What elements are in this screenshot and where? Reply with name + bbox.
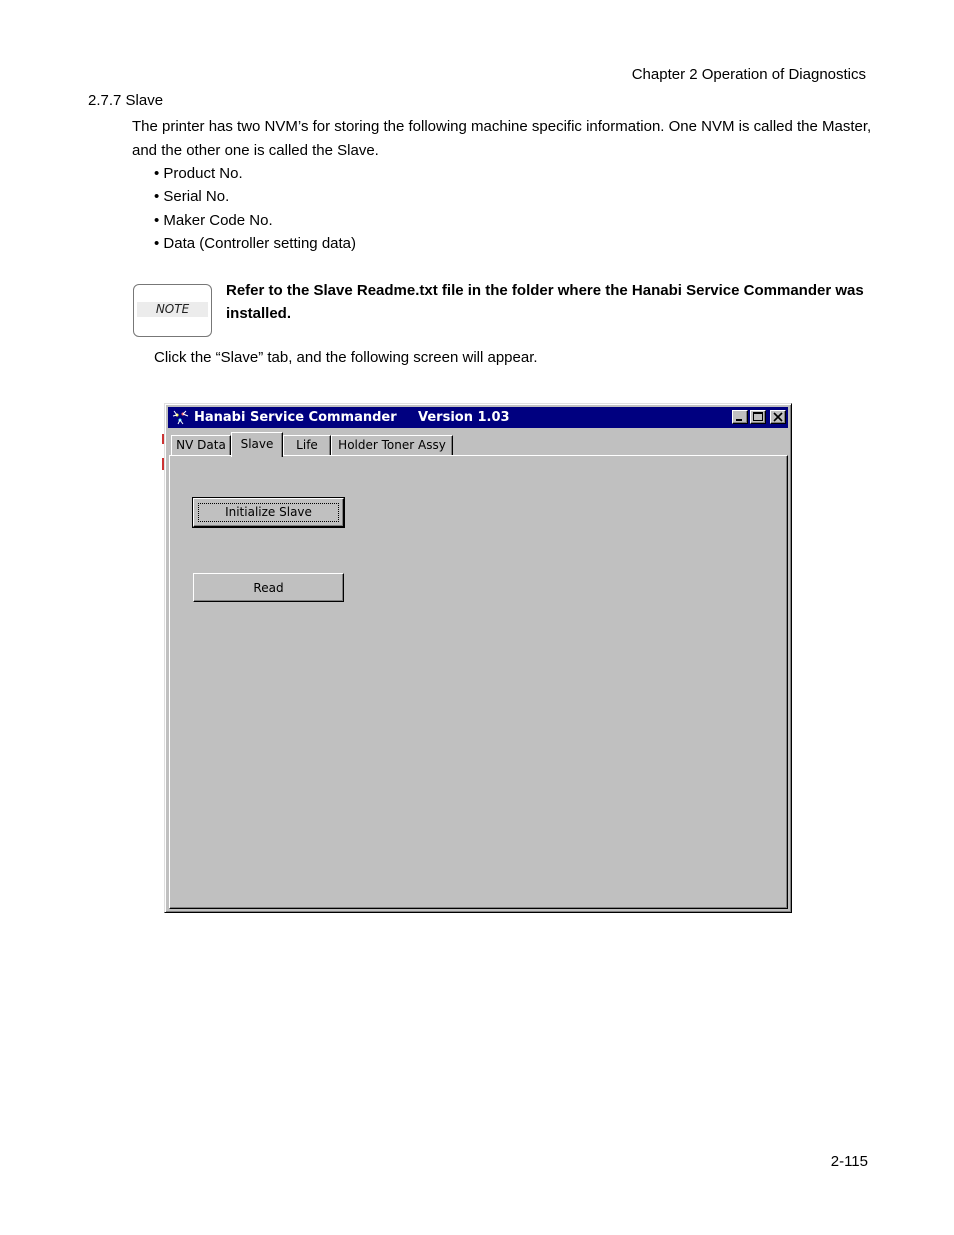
chapter-header: Chapter 2 Operation of Diagnostics [631, 66, 866, 83]
instruction-text: Click the “Slave” tab, and the following screen will appear. [154, 349, 538, 366]
read-button[interactable]: Read [193, 573, 344, 602]
slave-panel [169, 455, 788, 909]
info-list [154, 162, 356, 255]
list-item: • Serial No. [154, 188, 230, 206]
minimize-button[interactable] [732, 410, 748, 424]
intro-paragraph: The printer has two NVM’s for storing the following machine specific information. One NVM is called the Master, and the other one is called the Slave. [132, 118, 872, 159]
window-title: Hanabi Service Commander [194, 410, 397, 425]
initialize-slave-label: Initialize Slave [198, 503, 339, 522]
window-version: Version 1.03 [418, 410, 510, 425]
maximize-button[interactable] [750, 410, 766, 424]
initialize-slave-button[interactable] [193, 498, 344, 527]
tab-holder-toner-assy[interactable]: Holder Toner Assy [331, 435, 453, 456]
minimize-icon [733, 411, 747, 423]
page-number: 2-115 [830, 1153, 868, 1170]
close-icon [771, 411, 785, 423]
app-fireworks-icon [172, 410, 190, 425]
note-badge [133, 284, 212, 337]
tab-nv-data[interactable]: NV Data [171, 435, 231, 456]
tab-life[interactable]: Life [283, 435, 331, 456]
note-label: NOTE [137, 302, 208, 317]
title-bar[interactable] [168, 407, 788, 428]
list-item: • Maker Code No. [154, 211, 273, 229]
list-item: • Data (Controller setting data) [154, 234, 357, 252]
note-text: Refer to the Slave Readme.txt file in the folder where the Hanabi Service Commander was installed. [226, 282, 864, 322]
close-button[interactable] [770, 410, 786, 424]
list-item: • Product No. [154, 165, 243, 182]
tab-slave[interactable]: Slave [231, 432, 283, 457]
section-title: 2.7.7 Slave [88, 92, 164, 109]
tab-strip [171, 432, 785, 456]
maximize-icon [751, 411, 765, 423]
app-window [164, 403, 792, 913]
